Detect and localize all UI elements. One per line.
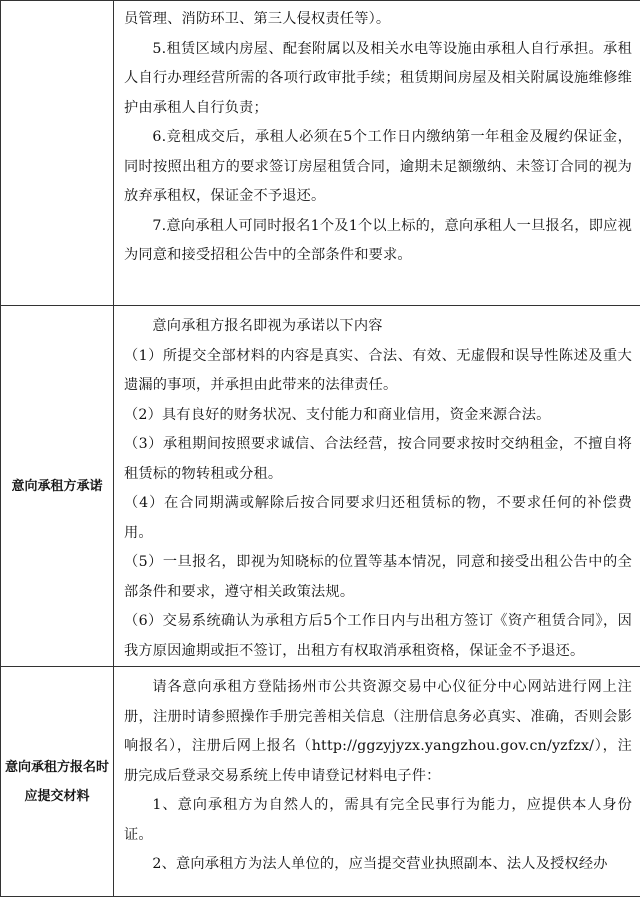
paragraph: 5.租赁区域内房屋、配套附属以及相关水电等设施由承租人自行承担。承租人自行办理经营所需的各项行政审批手续；租赁期间房屋及相关附属设施维修维护由承租人自行负责； [124, 35, 632, 124]
paragraph: 7.意向承租人可同时报名1个及1个以上标的，意向承租人一旦报名，即应视为同意和接受招租公告中的全部条件和要求。 [124, 212, 632, 271]
paragraph: （5）一旦报名，即视为知晓标的位置等基本情况，同意和接受出租公告中的全部条件和要求，遵守相关政策法规。 [124, 548, 632, 607]
paragraph: 员管理、消防环卫、第三人侵权责任等）。 [124, 5, 632, 35]
paragraph: 1、意向承租方为自然人的，需具有完全民事行为能力，应提供本人身份证。 [124, 791, 632, 850]
row-content [114, 667, 640, 897]
paragraph: （1）所提交全部材料的内容是真实、合法、有效、无虚假和误导性陈述及重大遗漏的事项，并承担由此带来的法律责任。 [124, 342, 632, 401]
paragraph: 请各意向承租方登陆扬州市公共资源交易中心仪征分中心网站进行网上注册，注册时请参照操作手册完善相关信息（注册信息务必真实、准确，否则会影响报名），注册后网上报名（http://ggzyjyzx.yangzhou.gov.cn/yzfzx/），注册完成后登录交易系统上传申请登记材料电子件： [124, 673, 632, 791]
table-row [1, 1, 640, 306]
row-label-materials: 意向承租方报名时应提交材料 [1, 667, 114, 897]
row-label-commitment: 意向承租方承诺 [1, 306, 114, 667]
paragraph: 2、意向承租方为法人单位的，应当提交营业执照副本、法人及授权经办 [124, 850, 632, 880]
paragraph: （2）具有良好的财务状况、支付能力和商业信用，资金来源合法。 [124, 401, 632, 431]
paragraph: 意向承租方报名即视为承诺以下内容 [124, 312, 632, 342]
table-row [1, 667, 640, 897]
row-content [114, 306, 640, 667]
paragraph: （4）在合同期满或解除后按合同要求归还租赁标的物，不要求任何的补偿费用。 [124, 489, 632, 548]
row-content [114, 1, 640, 306]
paragraph: 6.竞租成交后，承租人必须在5个工作日内缴纳第一年租金及履约保证金，同时按照出租方的要求签订房屋租赁合同，逾期未足额缴纳、未签订合同的视为放弃承租权，保证金不予退还。 [124, 123, 632, 212]
table-row [1, 306, 640, 667]
row-label-empty [1, 1, 114, 306]
paragraph: （3）承租期间按照要求诚信、合法经营，按合同要求按时交纳租金，不擅自将租赁标的物转租或分租。 [124, 430, 632, 489]
paragraph: （6）交易系统确认为承租方后5个工作日内与出租方签订《资产租赁合同》，因我方原因逾期或拒不签订，出租方有权取消承租资格，保证金不予退还。 [124, 607, 632, 666]
